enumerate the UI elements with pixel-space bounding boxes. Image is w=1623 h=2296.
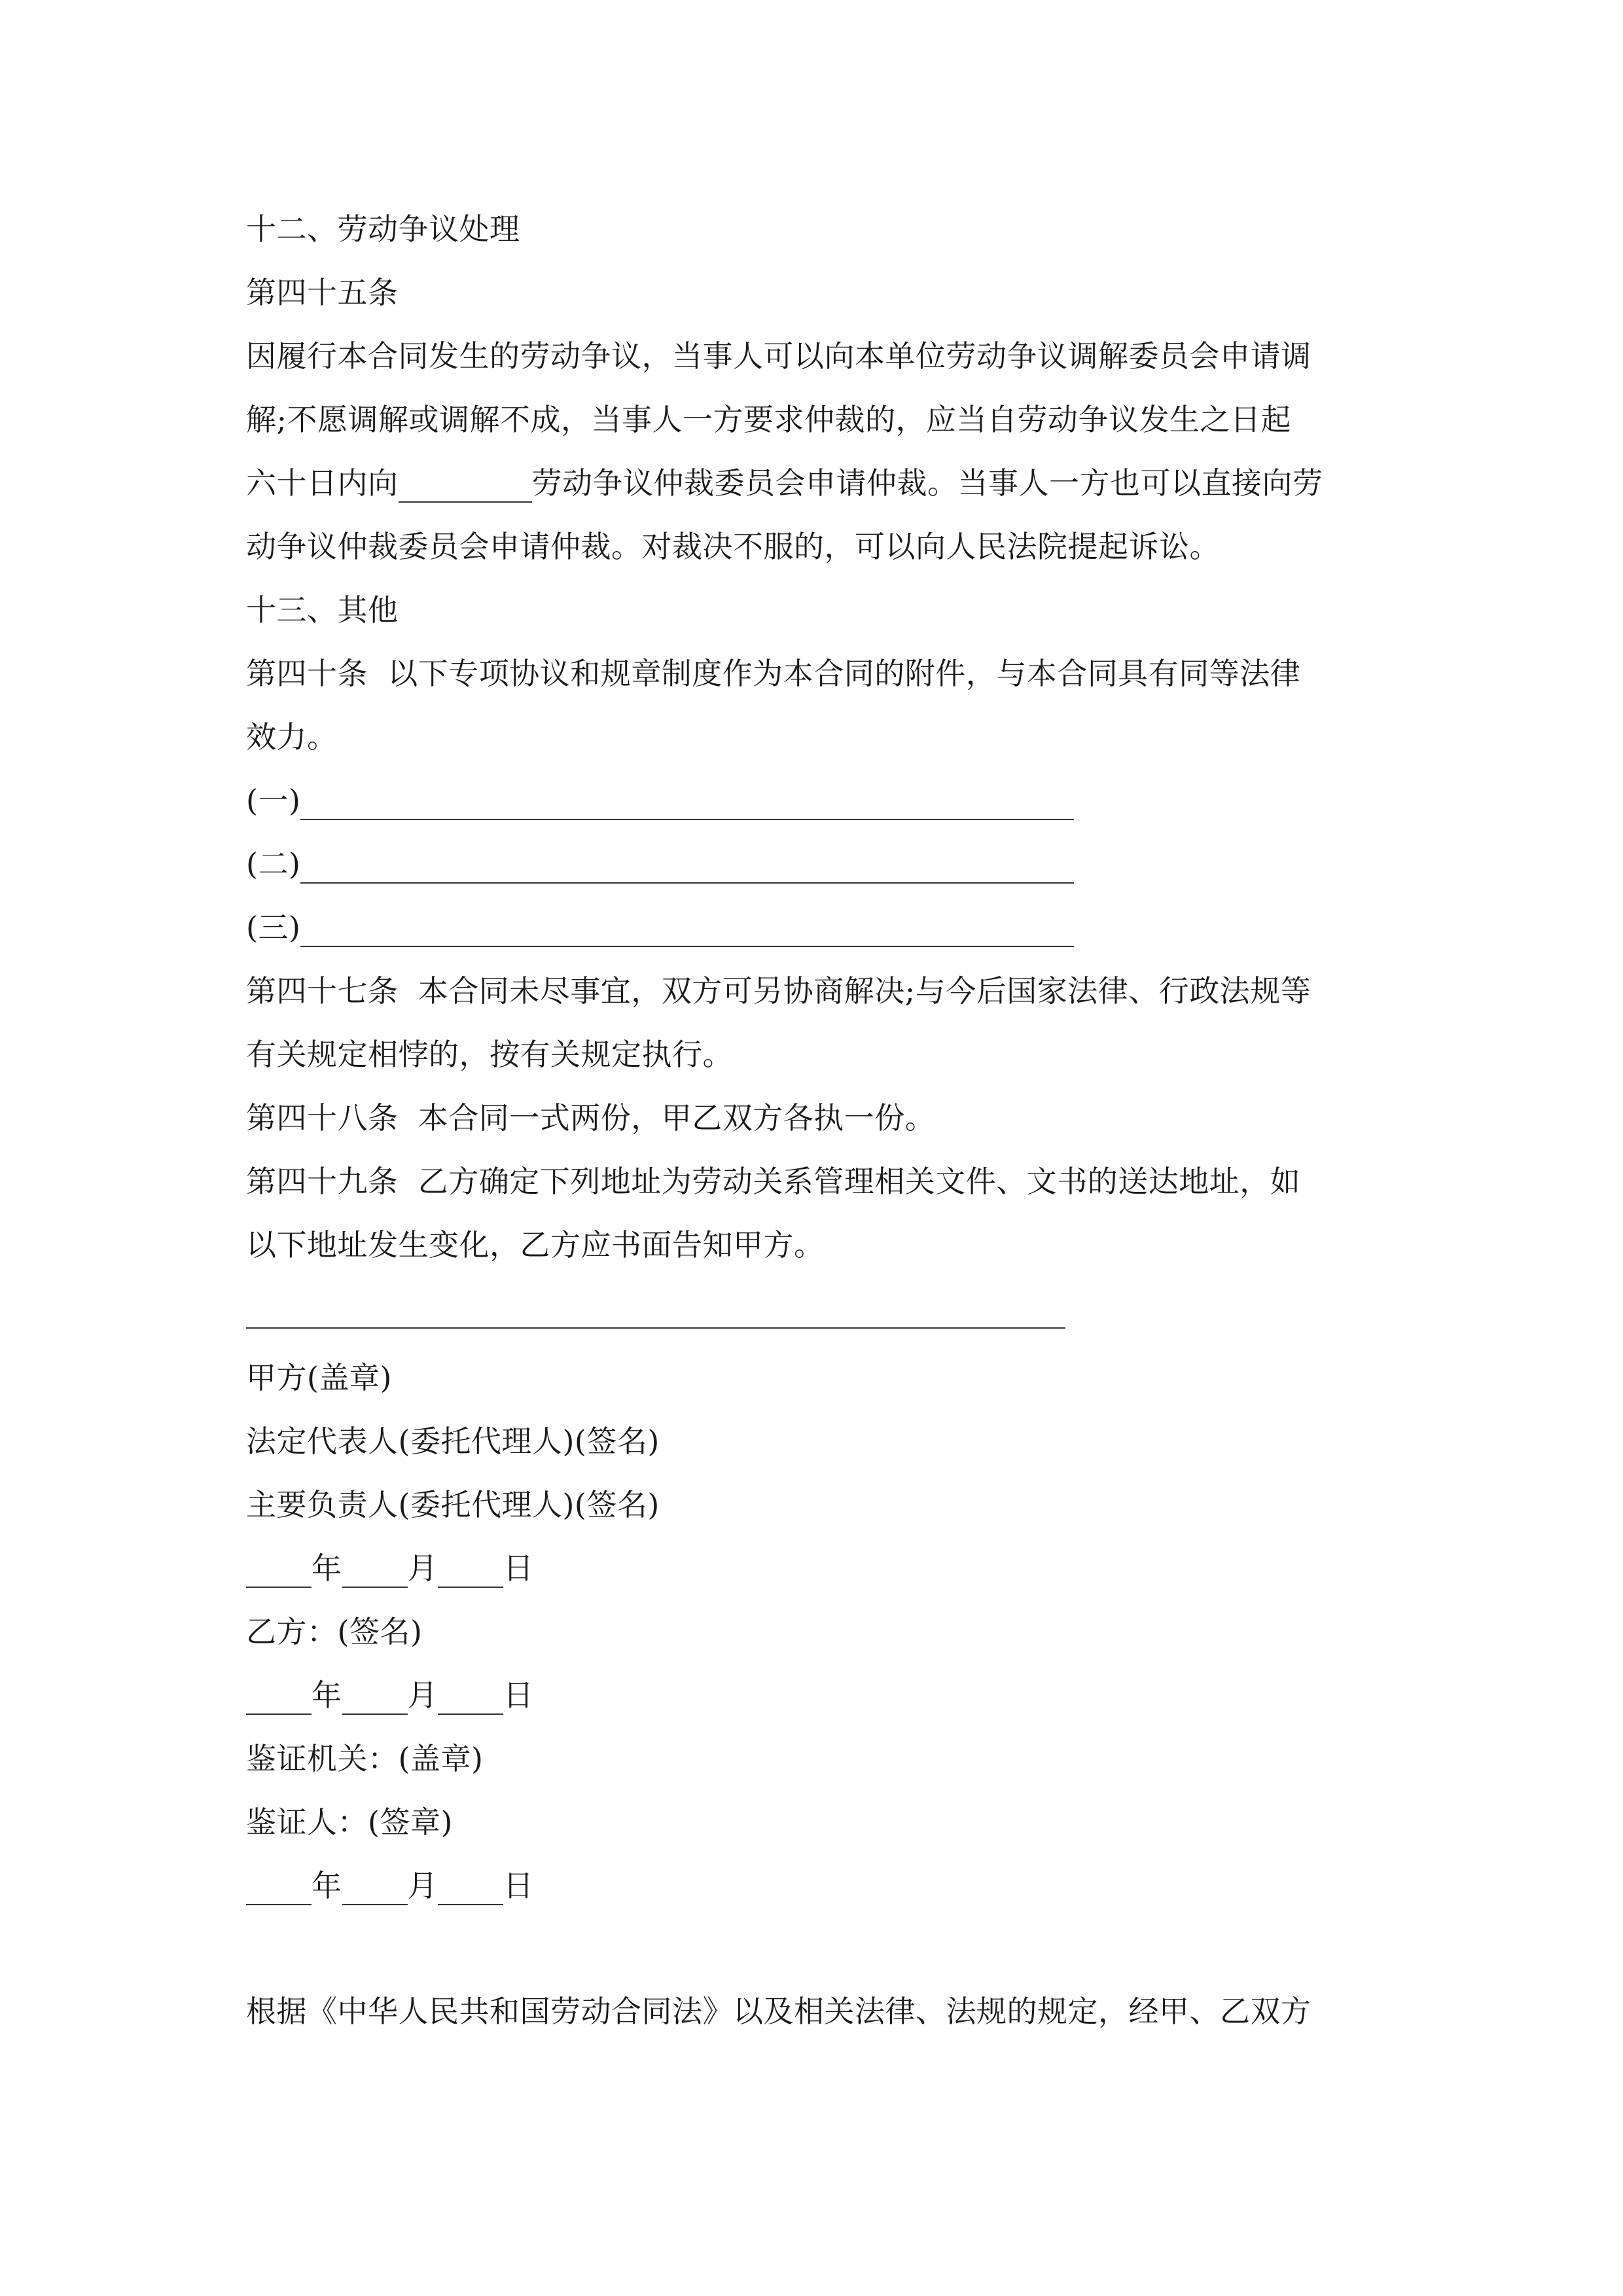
month-blank[interactable]	[342, 1685, 408, 1715]
year-blank[interactable]	[246, 1685, 312, 1715]
verification-date: 年 月 日	[246, 1866, 534, 1905]
section-heading-other: 十三、其他	[246, 592, 399, 628]
legal-representative-signature: 法定代表人(委托代理人)(签名)	[246, 1424, 660, 1459]
attachment-item-1: (一)	[246, 781, 1074, 820]
verifier-signature: 鉴证人：(签章)	[246, 1804, 453, 1840]
year-blank[interactable]	[246, 1875, 312, 1905]
day-blank[interactable]	[438, 1875, 503, 1905]
article-40-text-1: 第四十条 以下专项协议和规章制度作为本合同的附件，与本合同具有同等法律	[246, 656, 1301, 691]
section-heading-dispute: 十二、劳动争议处理	[246, 211, 520, 247]
attachment-1-blank[interactable]	[300, 790, 1074, 820]
authority-seal: 鉴证机关：(盖章)	[246, 1741, 484, 1776]
article-47-text-1: 第四十七条 本合同未尽事宜，双方可另协商解决;与今后国家法律、行政法规等	[246, 973, 1311, 1009]
article-48-text: 第四十八条 本合同一式两份，甲乙双方各执一份。	[246, 1100, 936, 1136]
day-blank[interactable]	[438, 1685, 503, 1715]
attachment-2-blank[interactable]	[300, 853, 1074, 884]
month-blank[interactable]	[342, 1875, 408, 1905]
article-45-title: 第四十五条	[246, 275, 399, 310]
attachment-item-3: (三)	[246, 908, 1074, 947]
party-b-signature: 乙方：(签名)	[246, 1614, 423, 1649]
arbitration-committee-blank[interactable]	[399, 473, 532, 503]
footer-paragraph-start: 根据《中华人民共和国劳动合同法》以及相关法律、法规的规定，经甲、乙双方	[246, 1994, 1311, 2029]
party-a-date: 年 月 日	[246, 1549, 534, 1588]
attachment-item-2: (二)	[246, 844, 1074, 884]
article-47-text-2: 有关规定相悖的，按有关规定执行。	[246, 1037, 733, 1072]
article-40-text-2: 效力。	[246, 719, 338, 755]
year-blank[interactable]	[246, 1558, 312, 1588]
article-45-text-1: 因履行本合同发生的劳动争议，当事人可以向本单位劳动争议调解委员会申请调	[246, 338, 1311, 374]
party-a-seal: 甲方(盖章)	[246, 1360, 392, 1395]
day-blank[interactable]	[438, 1558, 503, 1588]
party-b-date: 年 月 日	[246, 1676, 534, 1715]
article-45-text-3: 六十日内向 劳动争议仲裁委员会申请仲裁。当事人一方也可以直接向劳	[246, 463, 1323, 503]
attachment-3-blank[interactable]	[300, 917, 1074, 947]
article-45-text-4: 动争议仲裁委员会申请仲裁。对裁决不服的，可以向人民法院提起诉讼。	[246, 529, 1220, 564]
address-blank-line[interactable]	[246, 1327, 1065, 1329]
principal-signature: 主要负责人(委托代理人)(签名)	[246, 1487, 660, 1522]
article-45-text-2: 解;不愿调解或调解不成，当事人一方要求仲裁的，应当自劳动争议发生之日起	[246, 402, 1291, 437]
month-blank[interactable]	[342, 1558, 408, 1588]
article-49-text-1: 第四十九条 乙方确定下列地址为劳动关系管理相关文件、文书的送达地址，如	[246, 1164, 1301, 1199]
article-49-text-2: 以下地址发生变化，乙方应书面告知甲方。	[246, 1227, 825, 1263]
